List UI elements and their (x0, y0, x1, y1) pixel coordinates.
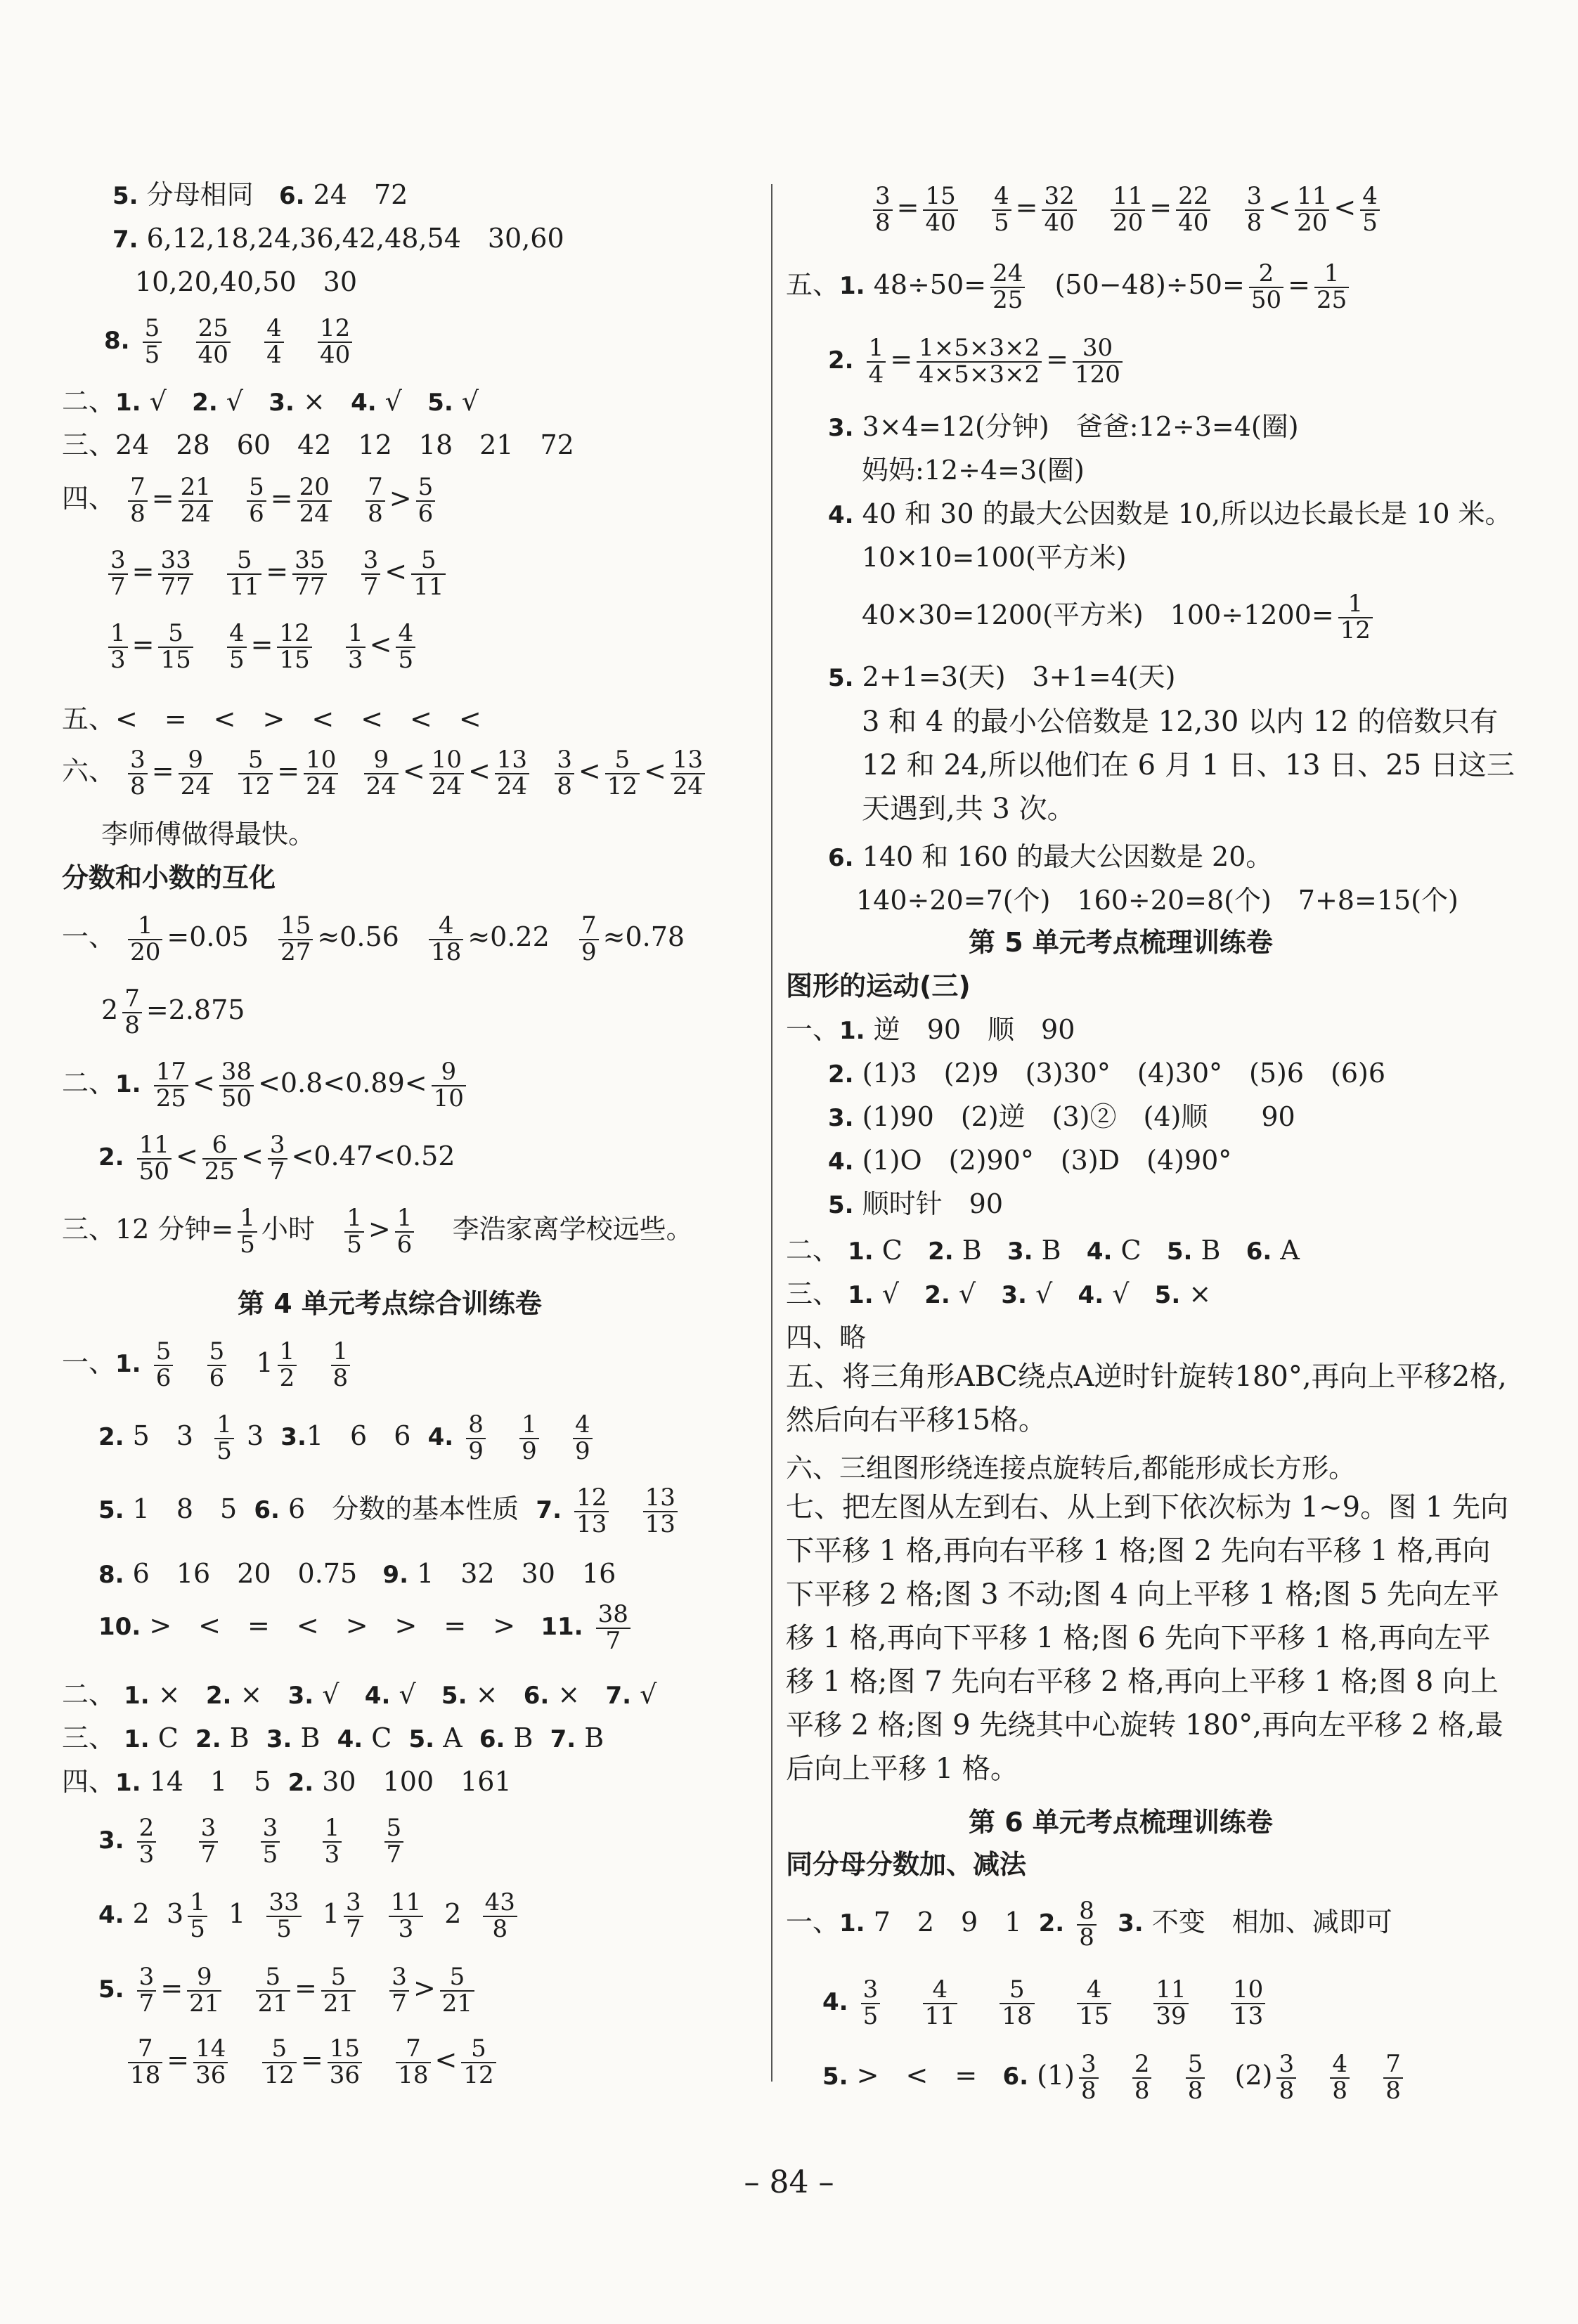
fraction: $\frac{8}{8}$ (1077, 1899, 1097, 1950)
fraction: $\frac{11}{20}$ (1295, 184, 1329, 235)
answer-line: 二、 1. C 2. B 3. B 4. C 5. B 6. A (786, 1235, 1300, 1266)
fraction: $\frac{30}{120}$ (1073, 336, 1123, 387)
fraction: $\frac{1}{4}$ (867, 336, 886, 387)
answer-line: 一、1. 7 2 9 1 2. $\frac{8}{8}$ 3. 不变 相加、减即可 (786, 1897, 1392, 1952)
answer-line: 4. 2 3 $\frac{1}{5}$ 1 $\frac{33}{5}$ 1 $\frac{3}{7}$ $\frac{11}{3}$ 2 $\frac{43}{8}$ (98, 1890, 522, 1942)
fraction: $\frac{10}{13}$ (1231, 1978, 1265, 2029)
fraction: $\frac{1}{3}$ (108, 621, 128, 673)
answer-text: 三、24 28 60 42 12 18 21 72 (62, 429, 574, 460)
fraction: $\frac{5}{18}$ (1000, 1978, 1034, 2029)
fraction: $\frac{3}{5}$ (261, 1816, 280, 1867)
answer-line: 一、1. $\frac{5}{6}$ $\frac{5}{6}$ 1 $\frac{1}{2}$ $\frac{1}{8}$ (62, 1339, 354, 1391)
fraction: $\frac{4}{5}$ (992, 184, 1011, 235)
fraction: $\frac{1}{9}$ (519, 1413, 539, 1464)
answer-line (104, 316, 356, 368)
answer-line: 2. $\frac{11}{50}$ < $\frac{6}{25}$ < $\frac{3}{7}$ <0.47<0.52 (98, 1131, 455, 1186)
answer-line: 一、 $\frac{1}{20}$ =0.05 $\frac{15}{27}$ ≈0.56 $\frac{4}{18}$ ≈0.22 $\frac{7}{9}$ ≈0.78 (62, 911, 685, 966)
fraction: $\frac{3}{8}$ (873, 184, 893, 235)
answer-line: 一、1. 逆 90 顺 90 (786, 1014, 1075, 1045)
answer-line: 3. (1)90 (2)逆 (3)② (4)顺 90 (828, 1101, 1295, 1132)
answer-line: 4. 40 和 30 的最大公因数是 10,所以边长最长是 10 米。 (828, 498, 1512, 529)
fraction: $\frac{7}{18}$ (128, 2037, 162, 2088)
fraction: $\frac{15}{36}$ (328, 2037, 362, 2088)
fraction: $\frac{11}{50}$ (137, 1133, 172, 1184)
fraction: $\frac{10}{24}$ (304, 748, 338, 799)
answer-line: 二、1. $\frac{17}{25}$ < $\frac{38}{50}$ <0.8<0.89< $\frac{9}{10}$ (62, 1060, 470, 1111)
fraction: $\frac{17}{25}$ (154, 1060, 188, 1111)
section-heading: 同分母分数加、减法 (786, 1849, 1027, 1880)
fraction: $\frac{32}{40}$ (1042, 184, 1076, 235)
section-heading: 第 5 单元考点梳理训练卷 (969, 927, 1273, 958)
answer-line (135, 268, 357, 295)
fraction: $\frac{6}{25}$ (202, 1133, 237, 1184)
answer-line: 2 $\frac{7}{8}$ =2.875 (101, 985, 245, 1039)
answer-line: 10. > < = < > > = > 11. $\frac{38}{7}$ (98, 1602, 635, 1654)
fraction: $\frac{5}{7}$ (384, 1816, 404, 1867)
answer-line: 5. $\frac{3}{7}$ = $\frac{9}{21}$ $\frac{5}{21}$ = $\frac{5}{21}$ $\frac{3}{7}$ > $\frac{5}{21}$ (98, 1965, 479, 2016)
answer-line: 二、1. √ 2. √ 3. × 4. √ 5. √ (62, 386, 479, 417)
fraction: $\frac{3}{8}$ (128, 748, 148, 799)
fraction: $\frac{1}{20}$ (128, 914, 162, 965)
fraction: $\frac{7}{8}$ (122, 987, 142, 1038)
answer-line: $\frac{1}{3}$ = $\frac{5}{15}$ $\frac{4}{5}$ = $\frac{12}{15}$ $\frac{1}{3}$ < $\frac{4}{5}$ (104, 621, 420, 673)
fraction: $\frac{5}{21}$ (321, 1965, 356, 2016)
fraction: $\frac{7}{8}$ (366, 475, 385, 526)
fraction: $\frac{25}{40}$ (196, 316, 231, 368)
answer-line: 6. 140 和 160 的最大公因数是 20。 (828, 841, 1273, 872)
answer-line (62, 703, 481, 734)
fraction: $\frac{5}{21}$ (256, 1965, 290, 2016)
answer-line: 5. 顺时针 90 (828, 1188, 1004, 1219)
fraction: $\frac{5}{6}$ (154, 1339, 174, 1391)
answer-text: 李师傅做得最快。 (101, 819, 316, 850)
fraction: $\frac{20}{24}$ (297, 475, 332, 526)
fraction: $\frac{3}{7}$ (344, 1890, 363, 1942)
fraction: $\frac{1}{2}$ (278, 1339, 297, 1391)
answer-paragraph: 3 和 4 的最小公倍数是 12,30 以内 12 的倍数只有 12 和 24,所以他们在 6 月 1 日、13 日、25 日这三天遇到,共 3 次。 (862, 706, 1515, 825)
fraction: $\frac{1}{8}$ (331, 1339, 351, 1391)
fraction: $\frac{1}{5}$ (238, 1206, 257, 1257)
answer-paragraph: 五、将三角形ABC绕点A逆时针旋转180°,再向上平移2格,然后向右平移15格。 (786, 1361, 1507, 1436)
answer-line: 四、1. 14 1 5 2. 30 100 161 (62, 1766, 512, 1797)
answer-paragraph: 七、把左图从左到右、从上到下依次标为 1~9。图 1 先向下平移 1 格,再向右平移 1 格;图 2 先向右平移 1 格,再向下平移 2 格;图 3 不动;图 4 向上平移 1 格;图 5 先向左平移 1 格,再向下平移 1 格;图 6 先向下平移 1 格,再向左平移 1 格;图 7 先向右平移 2 格,再向上平移 1 格;图 8 向上平移 2 格;图 9 先绕其中心旋转 180°,再向左平移 2 格,最后向上平移 1 格。 (786, 1491, 1509, 1785)
section-heading: 图形的运动(三) (786, 971, 971, 1001)
fraction: $\frac{5}{12}$ (461, 2037, 496, 2088)
fraction: $\frac{4}{5}$ (396, 621, 415, 673)
answer-line: 4. (1)O (2)90° (3)D (4)90° (828, 1145, 1232, 1176)
answer-line: $\frac{7}{18}$ = $\frac{14}{36}$ $\frac{5}{12}$ = $\frac{15}{36}$ $\frac{7}{18}$ < $\frac{5}{12}$ (124, 2037, 500, 2088)
fraction: $\frac{5}{12}$ (605, 748, 640, 799)
answer-line: 4. $\frac{3}{5}$ $\frac{4}{11}$ $\frac{5}{18}$ $\frac{4}{15}$ $\frac{11}{39}$ $\frac{10}{13}$ (822, 1978, 1269, 2029)
fraction: $\frac{24}{25}$ (990, 261, 1025, 313)
fraction: $\frac{3}{7}$ (389, 1965, 409, 2016)
answer-text: 6,12,18,24,36,42,48,54 30,60 (146, 223, 564, 254)
answer-line: $\frac{3}{7}$ = $\frac{33}{77}$ $\frac{5}{11}$ = $\frac{35}{77}$ $\frac{3}{7}$ < $\frac{5}{11}$ (104, 548, 450, 599)
answer-text: 10,20,40,50 30 (135, 266, 358, 297)
fraction: $\frac{2}{50}$ (1249, 261, 1283, 313)
fraction: $\frac{22}{40}$ (1176, 184, 1210, 235)
fraction: $\frac{1}{5}$ (214, 1413, 234, 1464)
fraction: $\frac{5}{11}$ (227, 548, 261, 599)
fraction: $\frac{4}{18}$ (429, 914, 463, 965)
answer-line: 2. $\frac{1}{4}$ = $\frac{1\times 5\times 3\times 2}{4\times 5\times 3\times 2}$ = $\frac{30}{120}$ (828, 336, 1127, 387)
fraction: $\frac{5}{6}$ (247, 475, 266, 526)
page-number: – 84 – (744, 2164, 834, 2200)
fraction: $\frac{1}{6}$ (395, 1206, 415, 1257)
fraction: $\frac{1}{5}$ (344, 1206, 364, 1257)
fraction: $\frac{15}{40}$ (923, 184, 957, 235)
fraction: $\frac{1}{5}$ (188, 1890, 207, 1942)
fraction: $\frac{1}{3}$ (346, 621, 366, 673)
answer-line: 二、 1. × 2. × 3. √ 4. √ 5. × 6. × 7. √ (62, 1679, 657, 1710)
answer-line (101, 821, 315, 848)
answer-line: 5. 2+1=3(天) 3+1=4(天) (828, 661, 1176, 692)
answer-line: 5. > < = 6. (1) $\frac{3}{8}$ $\frac{2}{8}$ $\frac{5}{8}$ (2) $\frac{3}{8}$ $\frac{4}{8}$ $\frac{7}{8}$ (822, 2052, 1407, 2103)
fraction: $\frac{5}{11}$ (411, 548, 446, 599)
item-number: 5. (112, 182, 138, 210)
fraction: $\frac{4}{4}$ (264, 316, 284, 368)
fraction: $\frac{11}{3}$ (389, 1890, 423, 1942)
fraction: $\frac{5}{15}$ (158, 621, 193, 673)
fraction: $\frac{5}{12}$ (262, 2037, 297, 2088)
fraction: $\frac{13}{24}$ (495, 748, 529, 799)
answer-line: 四、略 (786, 1322, 867, 1353)
fraction: $\frac{43}{8}$ (483, 1890, 517, 1942)
fraction: $\frac{3}{7}$ (268, 1133, 287, 1184)
fraction: $\frac{3}{8}$ (1079, 2052, 1099, 2103)
answer-line (62, 431, 574, 458)
fraction: $\frac{33}{77}$ (158, 548, 193, 599)
fraction: $\frac{33}{5}$ (266, 1890, 301, 1942)
fraction: $\frac{1}{25}$ (1314, 261, 1349, 313)
answer-line: 10×10=100(平方米) (862, 542, 1127, 573)
answer-line: 2. (1)3 (2)9 (3)30° (4)30° (5)6 (6)6 (828, 1058, 1386, 1089)
answer-line: 妈妈:12÷4=3(圈) (862, 455, 1085, 486)
answer-line: 8. 6 16 20 0.75 9. 1 32 30 16 (98, 1558, 616, 1589)
fraction: $\frac{3}{5}$ (861, 1978, 881, 2029)
fraction: $\frac{9}{10}$ (432, 1060, 466, 1111)
fraction: $\frac{3}{8}$ (555, 748, 574, 799)
answer-line (112, 181, 408, 208)
section-heading: 分数和小数的互化 (62, 862, 276, 893)
answer-line: 五、1. 48÷50= $\frac{24}{25}$ (50−48)÷50= $\frac{2}{50}$ = $\frac{1}{25}$ (786, 261, 1353, 313)
fraction: $\frac{3}{7}$ (199, 1816, 219, 1867)
fraction: $\frac{14}{36}$ (193, 2037, 228, 2088)
fraction: $\frac{4}{8}$ (1330, 2052, 1350, 2103)
fraction: $\frac{11}{20}$ (1111, 184, 1145, 235)
answer-line: $\frac{3}{8}$ = $\frac{15}{40}$ $\frac{4}{5}$ = $\frac{32}{40}$ $\frac{11}{20}$ = $\frac{22}{40}$ $\frac{3}{8}$ < $\frac{11}{20}$ < $\frac{4}{5}$ (869, 184, 1384, 235)
section-heading: 第 6 单元考点梳理训练卷 (969, 1807, 1273, 1838)
fraction: $\frac{2}{3}$ (137, 1816, 157, 1867)
fraction: $\frac{35}{77}$ (292, 548, 327, 599)
fraction: $\frac{3}{8}$ (1276, 2052, 1296, 2103)
section-label: 四、 (62, 483, 116, 514)
fraction: $\frac{9}{24}$ (179, 748, 213, 799)
fraction: $\frac{4}{9}$ (573, 1413, 593, 1464)
fraction: $\frac{3}{7}$ (361, 548, 381, 599)
section-heading: 第 4 单元考点综合训练卷 (238, 1288, 542, 1319)
answer-line: 140÷20=7(个) 160÷20=8(个) 7+8=15(个) (856, 885, 1459, 916)
fraction: $\frac{10}{24}$ (429, 748, 464, 799)
fraction: $\frac{4}{5}$ (227, 621, 247, 673)
answer-text: 分母相同 (146, 179, 254, 210)
answer-line (112, 225, 564, 252)
item-number: 7. (112, 226, 138, 254)
answer-line: 2. 5 3 $\frac{1}{5}$ 3 3.1 6 6 4. $\frac{8}{9}$ $\frac{1}{9}$ $\frac{4}{9}$ (98, 1413, 597, 1464)
answer-line: 三、 1. C 2. B 3. B 4. C 5. A 6. B 7. B (62, 1722, 604, 1753)
fraction: $\frac{2}{8}$ (1132, 2052, 1152, 2103)
column-divider (771, 184, 772, 2082)
fraction: $\frac{1}{12}$ (1338, 592, 1373, 643)
answer-line: 六、 $\frac{3}{8}$ = $\frac{9}{24}$ $\frac{5}{12}$ = $\frac{10}{24}$ $\frac{9}{24}$ < $\frac{10}{24}$ < $\frac{13}{24}$ $\frac{3}{8}$ < $\frac{5}{12}$ < $\frac{13}{24}$ (62, 748, 709, 799)
fraction: $\frac{3}{7}$ (108, 548, 128, 599)
fraction: $\frac{4}{5}$ (1360, 184, 1380, 235)
fraction: $\frac{7}{18}$ (396, 2037, 430, 2088)
fraction: $\frac{1\times 5\times 3\times 2}{4\times 5\times 3\times 2}$ (917, 336, 1042, 387)
fraction: $\frac{4}{11}$ (923, 1978, 957, 2029)
fraction: $\frac{15}{27}$ (278, 914, 313, 965)
item-number: 6. (278, 182, 305, 210)
fraction: $\frac{8}{9}$ (466, 1413, 486, 1464)
fraction: $\frac{38}{50}$ (219, 1060, 254, 1111)
fraction: $\frac{5}{12}$ (238, 748, 273, 799)
fraction: $\frac{7}{8}$ (128, 475, 148, 526)
answer-line: 三、 1. √ 2. √ 3. √ 4. √ 5. × (786, 1278, 1212, 1309)
fraction: $\frac{5}{8}$ (1186, 2052, 1205, 2103)
fraction: $\frac{3}{7}$ (137, 1965, 157, 2016)
fraction: $\frac{1}{3}$ (323, 1816, 342, 1867)
fraction: $\frac{5}{5}$ (143, 316, 162, 368)
answer-line: 三、12 分钟= $\frac{1}{5}$ 小时 $\frac{1}{5}$ > $\frac{1}{6}$ 李浩家离学校远些。 (62, 1204, 693, 1259)
fraction: $\frac{7}{9}$ (579, 914, 599, 965)
answer-line: 3. 3×4=12(分钟) 爸爸:12÷3=4(圈) (828, 411, 1299, 442)
fraction: $\frac{7}{8}$ (1383, 2052, 1403, 2103)
answer-line: 5. 1 8 5 6. 6 分数的基本性质 7. $\frac{12}{13}$ $\frac{13}{13}$ (98, 1486, 682, 1537)
fraction: $\frac{5}{21}$ (440, 1965, 474, 2016)
answer-line: 3. $\frac{2}{3}$ $\frac{3}{7}$ $\frac{3}{5}$ $\frac{1}{3}$ $\frac{5}{7}$ (98, 1816, 408, 1867)
answer-line: 40×30=1200(平方米) 100÷1200= $\frac{1}{12}$ (862, 592, 1377, 643)
answer-line: 四、 $\frac{7}{8}$ = $\frac{21}{24}$ $\frac{5}{6}$ = $\frac{20}{24}$ $\frac{7}{8}$ > $\frac{5}{6}$ (62, 475, 439, 526)
answer-text: 24 72 (313, 179, 408, 210)
answer-text: 五、< = < > < < < < (62, 703, 481, 734)
fraction: $\frac{11}{39}$ (1153, 1978, 1188, 2029)
fraction: $\frac{13}{13}$ (643, 1486, 678, 1537)
fraction: $\frac{38}{7}$ (596, 1602, 630, 1654)
fraction: $\frac{12}{13}$ (574, 1486, 609, 1537)
fraction: $\frac{9}{21}$ (187, 1965, 221, 2016)
section-label: 二、 (62, 386, 116, 417)
fraction: $\frac{4}{15}$ (1077, 1978, 1111, 2029)
fraction: $\frac{12}{15}$ (277, 621, 311, 673)
fraction: $\frac{5}{6}$ (207, 1339, 227, 1391)
fraction: $\frac{12}{40}$ (318, 316, 352, 368)
fraction: $\frac{5}{6}$ (416, 475, 436, 526)
fraction: $\frac{13}{24}$ (671, 748, 705, 799)
answer-line: 六、三组图形绕连接点旋转后,都能形成长方形。 (786, 1453, 1356, 1484)
item-number: 8. (104, 327, 130, 356)
fraction: $\frac{21}{24}$ (179, 475, 213, 526)
fraction: $\frac{9}{24}$ (364, 748, 399, 799)
fraction: $\frac{3}{8}$ (1245, 184, 1265, 235)
